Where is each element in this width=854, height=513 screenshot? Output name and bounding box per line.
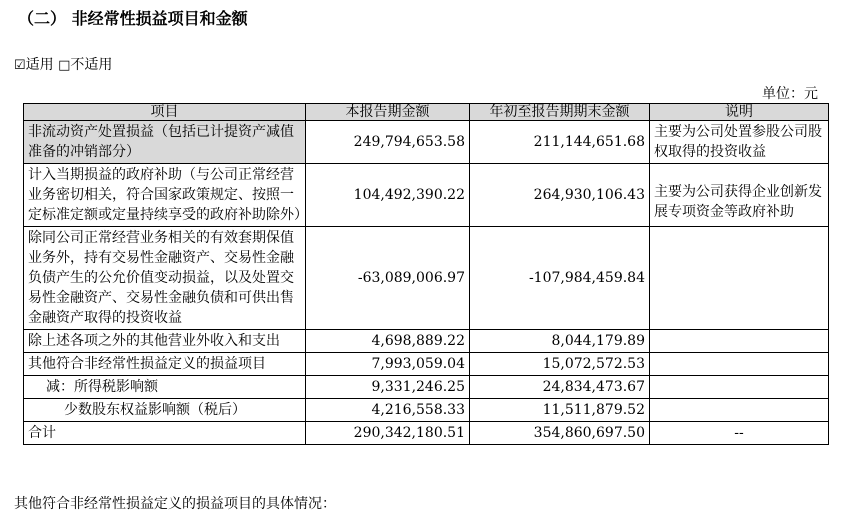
row-note [650, 353, 829, 376]
non-recurring-items-table [23, 103, 829, 445]
table-header-row [24, 104, 829, 121]
row-note: -- [650, 422, 829, 445]
section-heading: （二） 非经常性损益项目和金额 [18, 9, 248, 28]
row-ytd: 11,511,879.52 [470, 399, 650, 422]
row-item: 计入当期损益的政府补助（与公司正常经营业务密切相关，符合国家政策规定、按照一定标准定额或定量持续享受的政府补助除外） [24, 164, 306, 227]
unit-label: 单位：元 [762, 86, 818, 102]
applicability-options [14, 54, 112, 74]
footer-text: 其他符合非经常性损益定义的损益项目的具体情况： [14, 496, 336, 512]
row-current: 290,342,180.51 [306, 422, 470, 445]
table-row [24, 353, 829, 376]
row-ytd: 8,044,179.89 [470, 330, 650, 353]
unchecked-box-icon[interactable]: □ [58, 58, 71, 73]
header-note: 说明 [650, 104, 829, 121]
row-ytd: -107,984,459.84 [470, 227, 650, 330]
row-item: 减：所得税影响额 [24, 376, 306, 399]
table-row [24, 330, 829, 353]
row-item: 合计 [24, 422, 306, 445]
header-ytd: 年初至报告期期末金额 [470, 104, 650, 121]
row-note [650, 376, 829, 399]
row-ytd: 211,144,651.68 [470, 121, 650, 164]
row-note [650, 330, 829, 353]
row-note [650, 399, 829, 422]
table-row [24, 227, 829, 330]
not-applicable-label: 不适用 [70, 57, 113, 73]
row-current: 104,492,390.22 [306, 164, 470, 227]
row-current: 7,993,059.04 [306, 353, 470, 376]
row-ytd: 264,930,106.43 [470, 164, 650, 227]
row-item: 除同公司正常经营业务相关的有效套期保值业务外，持有交易性金融资产、交易性金融负债产生的公允价值变动损益，以及处置交易性金融资产、交易性金融负债和可供出售金融资产取得的投资收益 [24, 227, 306, 330]
row-item: 其他符合非经常性损益定义的损益项目 [24, 353, 306, 376]
row-item: 除上述各项之外的其他营业外收入和支出 [24, 330, 306, 353]
table-row [24, 399, 829, 422]
row-current: 4,698,889.22 [306, 330, 470, 353]
row-ytd: 15,072,572.53 [470, 353, 650, 376]
header-item: 项目 [24, 104, 306, 121]
row-current: 9,331,246.25 [306, 376, 470, 399]
row-ytd: 354,860,697.50 [470, 422, 650, 445]
row-item: 少数股东权益影响额（税后） [24, 399, 306, 422]
row-current: -63,089,006.97 [306, 227, 470, 330]
row-current: 4,216,558.33 [306, 399, 470, 422]
header-current-period: 本报告期金额 [306, 104, 470, 121]
applicable-label: 适用 [25, 57, 54, 73]
checked-box-icon[interactable]: ☑ [14, 58, 26, 73]
row-current: 249,794,653.58 [306, 121, 470, 164]
table-row-total [24, 422, 829, 445]
table-row [24, 376, 829, 399]
row-ytd: 24,834,473.67 [470, 376, 650, 399]
table-row [24, 164, 829, 227]
row-note: 主要为公司获得企业创新发展专项资金等政府补助 [650, 164, 829, 227]
table-row [24, 121, 829, 164]
row-note: 主要为公司处置参股公司股权取得的投资收益 [650, 121, 829, 164]
row-note [650, 227, 829, 330]
row-item: 非流动资产处置损益（包括已计提资产减值准备的冲销部分） [24, 121, 306, 164]
